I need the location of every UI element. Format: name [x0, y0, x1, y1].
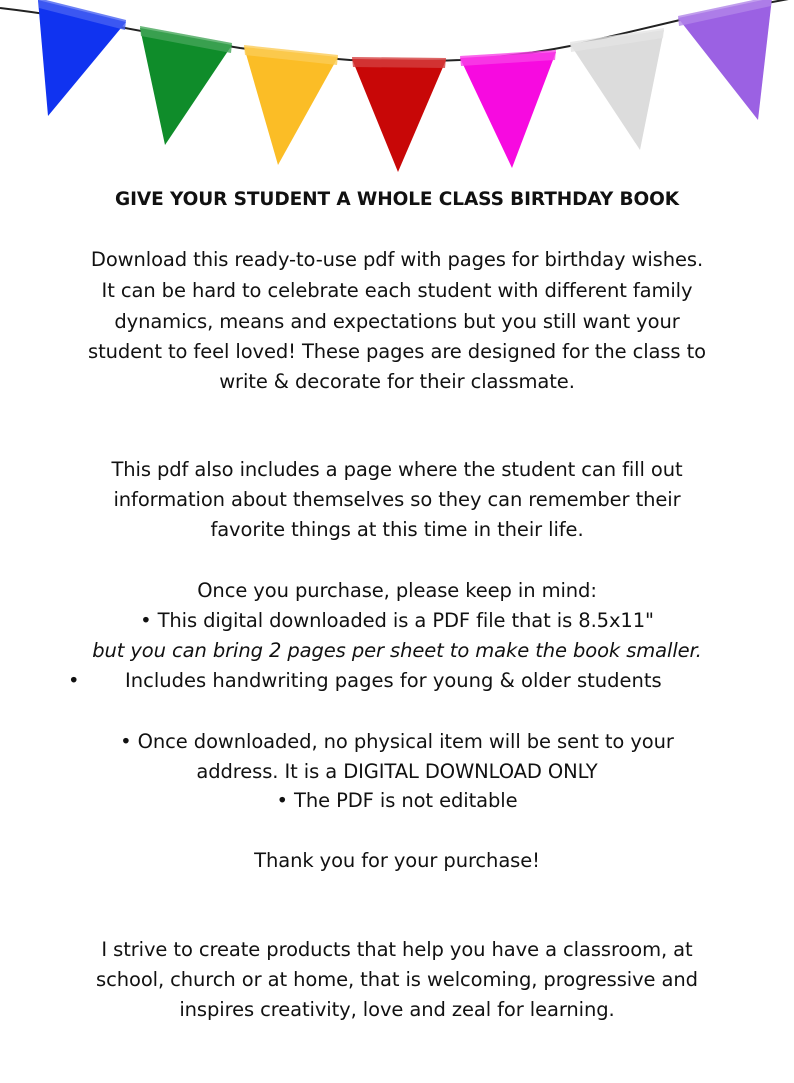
info-line-2: information about themselves so they can remember their	[113, 488, 681, 511]
page-heading: GIVE YOUR STUDENT A WHOLE CLASS BIRTHDAY BOOK	[115, 189, 679, 210]
handwriting-text: Includes handwriting pages for young & older students	[125, 669, 662, 692]
bullet-icon: •	[68, 669, 80, 692]
pennant-flag-yellow	[244, 47, 338, 165]
intro-line-2: It can be hard to celebrate each student with different family	[101, 279, 693, 302]
editable-item: • The PDF is not editable	[276, 789, 518, 812]
handwriting-item	[0, 666, 794, 696]
file-format-item: • This digital downloaded is a PDF file that is 8.5x11"	[140, 609, 654, 632]
notice-intro: Once you purchase, please keep in mind:	[197, 579, 597, 602]
file-format-note: but you can bring 2 pages per sheet to make the book smaller.	[92, 639, 702, 662]
closing-line-2: school, church or at home, that is welcoming, progressive and	[96, 968, 698, 991]
pennant-fold-highlight-red	[352, 57, 446, 68]
pennant-flag-red	[352, 59, 446, 172]
download-item-line-1: • Once downloaded, no physical item will be sent to your	[120, 730, 674, 753]
pennant-flag-magenta	[460, 52, 556, 168]
closing-line-1: I strive to create products that help you have a classroom, at	[101, 938, 693, 961]
intro-line-1: Download this ready-to-use pdf with pages for birthday wishes.	[90, 248, 704, 271]
download-item-line-2: address. It is a DIGITAL DOWNLOAD ONLY	[196, 760, 598, 783]
pennant-banner	[0, 0, 794, 180]
banner-string	[0, 0, 794, 61]
intro-line-3: dynamics, means and expectations but you still want your	[114, 310, 680, 333]
closing-line-3: inspires creativity, love and zeal for learning.	[179, 998, 615, 1021]
info-line-1: This pdf also includes a page where the student can fill out	[111, 458, 683, 481]
thank-you-text: Thank you for your purchase!	[254, 849, 540, 872]
info-line-3: favorite things at this time in their life.	[210, 518, 584, 541]
intro-line-4: student to feel loved! These pages are designed for the class to	[88, 340, 706, 363]
intro-line-5: write & decorate for their classmate.	[219, 370, 575, 393]
